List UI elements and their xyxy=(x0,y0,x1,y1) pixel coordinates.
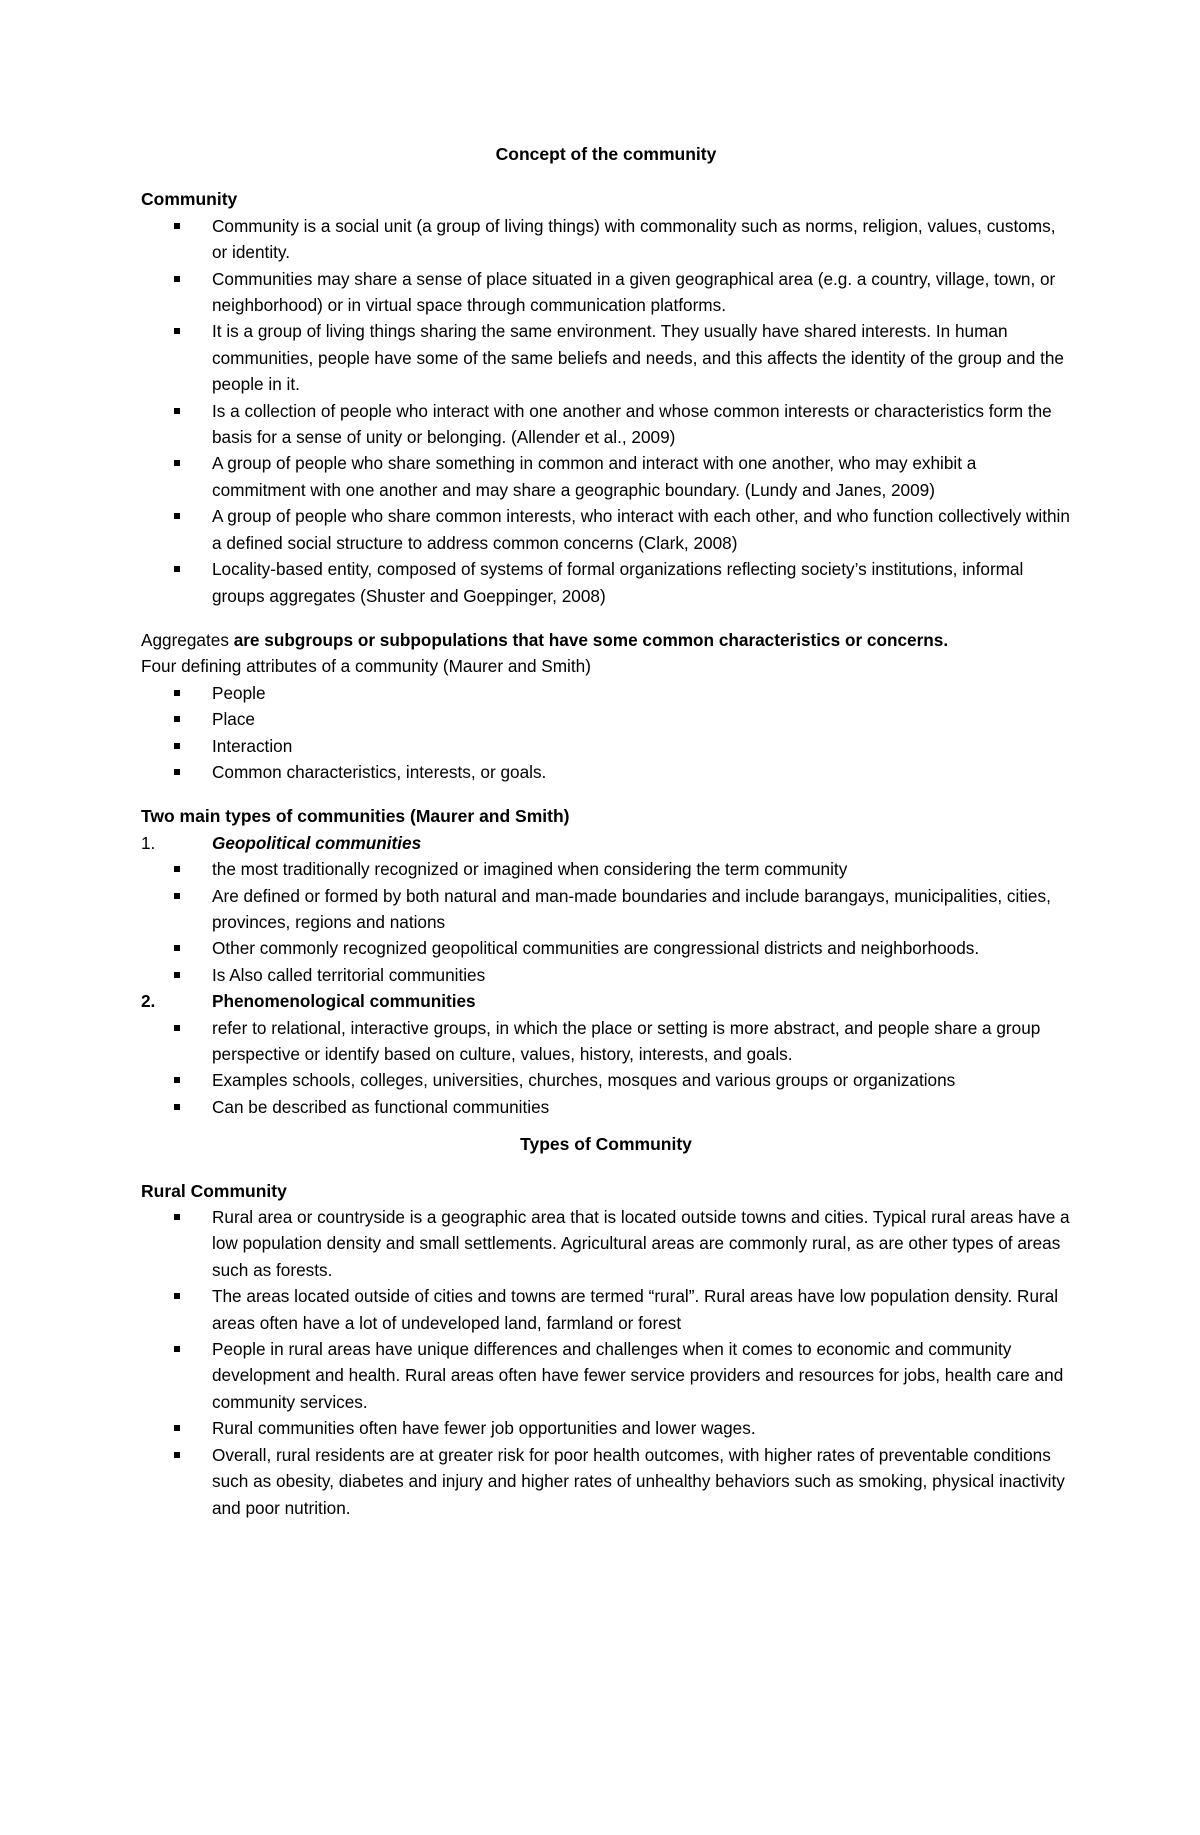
list-item: A group of people who share something in common and interact with one another, who may exhibit a commitment with one another and may share a geographic boundary. (Lundy and Janes, 2009) xyxy=(212,450,1071,503)
list-item: Place xyxy=(212,706,1071,732)
section-heading-rural: Rural Community xyxy=(141,1180,287,1201)
list-item: Rural communities often have fewer job opportunities and lower wages. xyxy=(212,1415,1071,1441)
list-item: People xyxy=(212,680,1071,706)
list-item: Interaction xyxy=(212,733,1071,759)
list-item: Overall, rural residents are at greater risk for poor health outcomes, with higher rates of preventable conditions such as obesity, diabetes and injury and higher rates of unhealthy behaviors such as smoking, physical inactivity and poor nutrition. xyxy=(212,1442,1071,1521)
list-item: refer to relational, interactive groups, in which the place or setting is more abstract, and people share a group perspective or identify based on culture, values, history, interests, and goals. xyxy=(212,1015,1071,1068)
list-item: Locality-based entity, composed of systems of formal organizations reflecting society’s institutions, informal groups aggregates (Shuster and Goeppinger, 2008) xyxy=(212,556,1071,609)
phenomenological-list xyxy=(141,1015,1071,1121)
list-item: It is a group of living things sharing the same environment. They usually have shared interests. In human communities, people have some of the same beliefs and needs, and this affects the identity of the group and the people in it. xyxy=(212,318,1071,397)
list-item: Rural area or countryside is a geographic area that is located outside towns and cities. Typical rural areas have a low population density and small settlements. Agricultural areas are commonly rural, as are other types of areas such as forests. xyxy=(212,1204,1071,1283)
list-item: A group of people who share common interests, who interact with each other, and who function collectively within a defined social structure to address common concerns (Clark, 2008) xyxy=(212,503,1071,556)
section-heading-community: Community xyxy=(141,189,238,210)
numbered-item-geopolitical xyxy=(141,830,1071,856)
item-number: 2. xyxy=(141,991,156,1012)
aggregates-definition: are subgroups or subpopulations that have some common characteristics or concerns. xyxy=(233,629,949,650)
geopolitical-list xyxy=(141,856,1071,988)
aggregates-lead: Aggregates xyxy=(141,629,234,650)
page-title: Concept of the community xyxy=(495,144,717,164)
rural-list xyxy=(141,1204,1071,1521)
item-number: 1. xyxy=(141,832,156,853)
document-page xyxy=(141,136,1071,1521)
section-heading-main-types: Two main types of communities (Maurer and Smith) xyxy=(141,806,570,827)
aggregates-paragraph xyxy=(141,627,1071,653)
item-label: Geopolitical communities xyxy=(212,832,422,853)
list-item: Communities may share a sense of place situated in a given geographical area (e.g. a country, village, town, or neighborhood) or in virtual space through communication platforms. xyxy=(212,266,1071,319)
list-item: Can be described as functional communities xyxy=(212,1094,1071,1120)
list-item: People in rural areas have unique differences and challenges when it comes to economic and community development and health. Rural areas often have fewer service providers and resources for jobs, health care and community services. xyxy=(212,1336,1071,1415)
types-title: Types of Community xyxy=(520,1134,692,1155)
item-label: Phenomenological communities xyxy=(212,991,476,1012)
list-item: Examples schools, colleges, universities, churches, mosques and various groups or organizations xyxy=(212,1067,1071,1093)
list-item: Are defined or formed by both natural and man-made boundaries and include barangays, municipalities, cities, provinces, regions and nations xyxy=(212,883,1071,936)
list-item: Common characteristics, interests, or goals. xyxy=(212,759,1071,785)
list-item: the most traditionally recognized or imagined when considering the term community xyxy=(212,856,1071,882)
list-item: Is a collection of people who interact with one another and whose common interests or characteristics form the basis for a sense of unity or belonging. (Allender et al., 2009) xyxy=(212,398,1071,451)
attributes-intro: Four defining attributes of a community (Maurer and Smith) xyxy=(141,656,591,677)
community-definitions-list xyxy=(141,213,1071,609)
numbered-item-phenomenological xyxy=(141,988,1071,1014)
attributes-list xyxy=(141,680,1071,786)
list-item: Other commonly recognized geopolitical communities are congressional districts and neighborhoods. xyxy=(212,935,1071,961)
list-item: Is Also called territorial communities xyxy=(212,962,1071,988)
list-item: Community is a social unit (a group of living things) with commonality such as norms, religion, values, customs, or identity. xyxy=(212,213,1071,266)
list-item: The areas located outside of cities and towns are termed “rural”. Rural areas have low population density. Rural areas often have a lot of undeveloped land, farmland or forest xyxy=(212,1283,1071,1336)
